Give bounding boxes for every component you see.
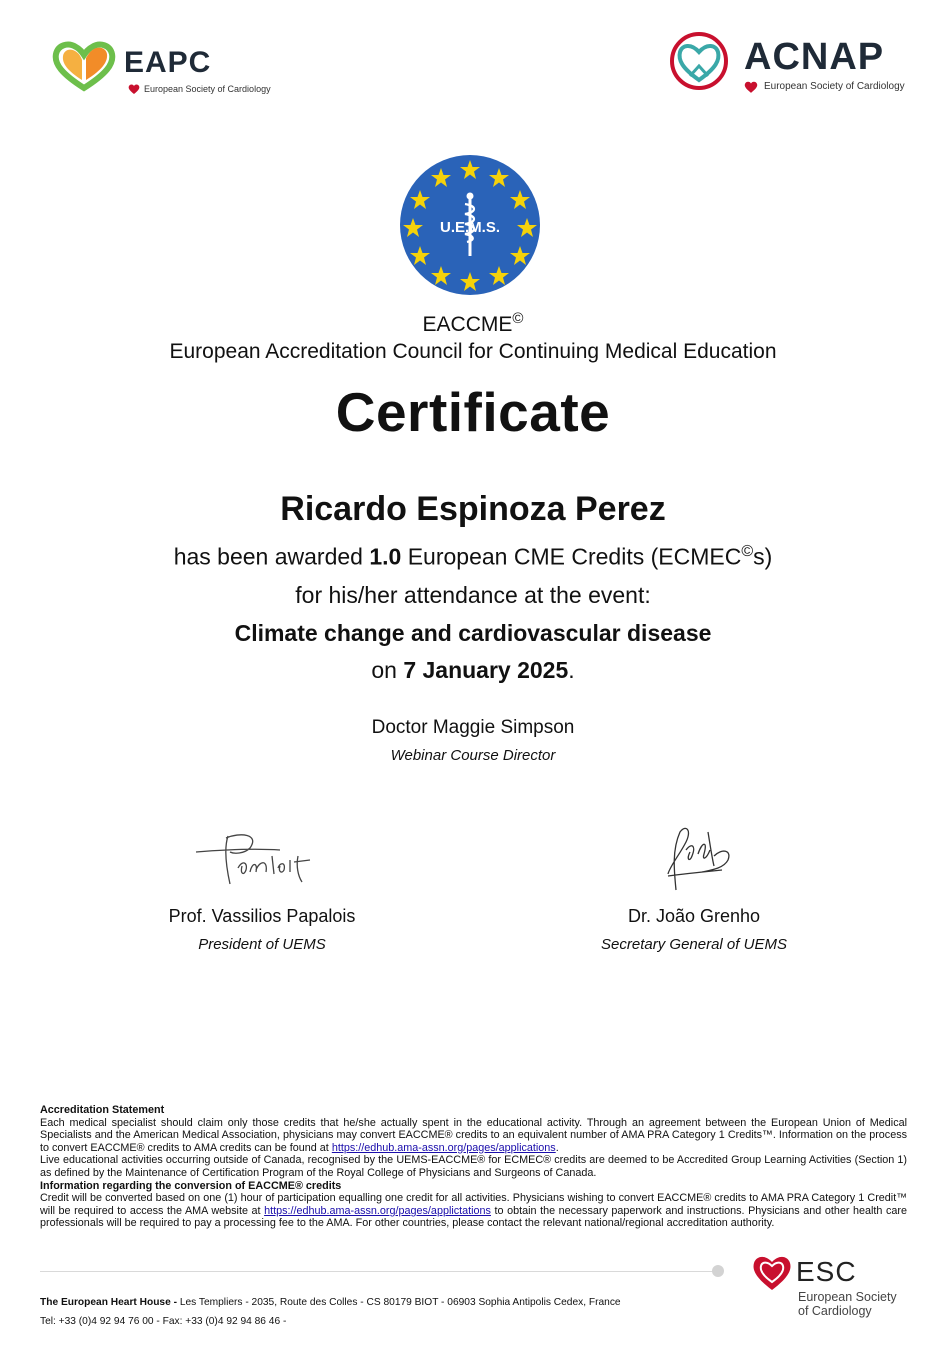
conversion-paragraph: Credit will be converted based on one (1) hour of participation equalling one credit for all activities. Physicians wishing to convert EACCME® credits to AMA PRA Category 1 Credit™ will be required to access the AMA website at https://edhub.ama-assn.org/pages/applictations to obtain the necessary paperwork and instructions. Physicians and other health care professionals will be required to pay a processing fee to the AMA. For other countries, please contact the relevant national/regional accreditation authority. [40, 1192, 907, 1230]
acnap-logo [668, 30, 918, 100]
signatory-name: Dr. João Grenho [627, 906, 761, 926]
acnap-heart-icon [668, 30, 730, 92]
accreditation-paragraph: Each medical specialist should claim only those credits that he/she actually spent in the educational activity. Through an agreement between the European Union of Medical Specialists and the American Medical Association, physicians may convert EACCME® credits to an equivalent number of AMA PRA Category 1 Credits™. Information on the process to convert EACCME® credits to AMA credits can be found at https://edhub.ama-assn.org/pages/applications. [40, 1116, 907, 1154]
conversion-heading: Information regarding the conversion of EACCME® credits [40, 1179, 342, 1192]
footer-dot [712, 1265, 724, 1277]
uems-seal [399, 154, 541, 296]
recipient-name: Ricardo Espinoza Perez [280, 490, 666, 528]
signatory-role: President of UEMS [198, 936, 326, 953]
esc-heart-icon [744, 80, 758, 94]
acnap-sub: European Society of Cardiology [764, 81, 905, 92]
credit-amount: 1.0 [369, 543, 402, 570]
seal-text: U.E.M.S. [439, 219, 501, 236]
eapc-logo [52, 38, 282, 102]
esc-line1: European Society [798, 1290, 897, 1304]
acnap-name: ACNAP [744, 36, 885, 78]
accreditor-full-name: European Accreditation Council for Continuing Medical Education [169, 340, 777, 363]
signatory-name: Prof. Vassilios Papalois [168, 906, 356, 926]
copyright-mark: © [512, 310, 524, 327]
event-title: Climate change and cardiovascular disease [234, 620, 712, 646]
esc-heart-icon [752, 1254, 792, 1292]
accreditation-statement [40, 1104, 907, 1230]
uems-seal-icon [399, 154, 541, 296]
certificate-title: Certificate [335, 381, 611, 443]
esc-heart-icon [128, 83, 140, 95]
award-line: has been awarded 1.0 European CME Credits (ECMEC©s) [173, 543, 773, 570]
signatory-role: Secretary General of UEMS [601, 936, 787, 953]
esc-line2: of Cardiology [798, 1304, 872, 1318]
footer-divider [40, 1271, 716, 1272]
eapc-heart-icon [52, 40, 116, 92]
course-director-name: Doctor Maggie Simpson [371, 717, 575, 738]
esc-name: ESC [796, 1256, 857, 1287]
grenho-signature [652, 820, 742, 894]
attendance-line: for his/her attendance at the event: [295, 582, 651, 608]
accreditor-acronym: EACCME© [422, 310, 524, 336]
canada-paragraph: Live educational activities occurring outside of Canada, recognised by the UEMS-EACCME® for ECMEC® credits are deemed to be Accredited Group Learning Activities (Section 1) as defined by the Maintenance of Certification Program of the Royal College of Physicians and Surgeons of Canada. [40, 1154, 907, 1179]
ama-applications-link[interactable]: https://edhub.ama-assn.org/pages/applications [331, 1141, 556, 1154]
papalois-signature [190, 826, 330, 892]
course-director-role: Webinar Course Director [390, 747, 556, 764]
footer-address: The European Heart House - Les Templiers - 2035, Route des Colles - CS 80179 BIOT - 06903 Sophia Antipolis Cedex, France [40, 1297, 621, 1308]
accreditation-heading: Accreditation Statement [40, 1104, 165, 1116]
eapc-name: EAPC [124, 46, 212, 79]
eapc-sub: European Society of Cardiology [144, 84, 271, 94]
event-date: 7 January 2025 [403, 657, 569, 683]
esc-logo [752, 1252, 912, 1322]
event-date-line: on 7 January 2025. [371, 657, 575, 683]
footer-phone: Tel: +33 (0)4 92 94 76 00 - Fax: +33 (0)4 92 94 86 46 - [40, 1316, 287, 1327]
ama-conversion-link[interactable]: https://edhub.ama-assn.org/pages/applictations [264, 1204, 491, 1217]
